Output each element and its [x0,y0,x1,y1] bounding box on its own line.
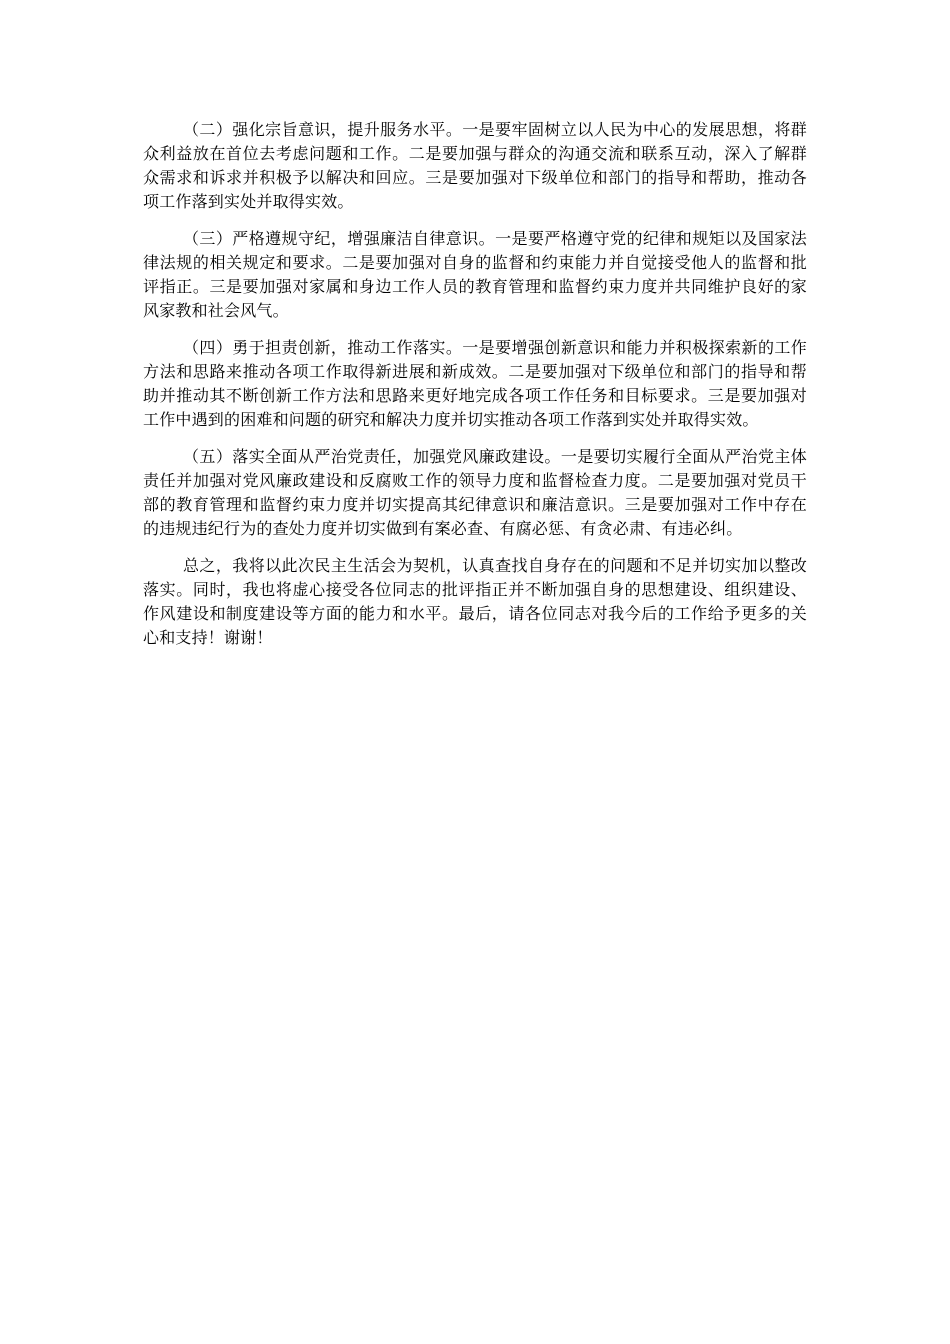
paragraph-5-party-governance: （五）落实全面从严治党责任，加强党风廉政建设。一是要切实履行全面从严治党主体责任并加强对党风廉政建设和反腐败工作的领导力度和监督检查力度。二是要加强对党员干部的教育管理和监督约束力度并切实提高其纪律意识和廉洁意识。三是要加强对工作中存在的违规违纪行为的查处力度并切实做到有案必查、有腐必惩、有贪必肃、有违必纠。 [143,447,807,538]
document-page [143,118,807,663]
paragraph-conclusion: 总之，我将以此次民主生活会为契机，认真查找自身存在的问题和不足并切实加以整改落实。同时，我也将虚心接受各位同志的批评指正并不断加强自身的思想建设、组织建设、作风建设和制度建设等方面的能力和水平。最后，请各位同志对我今后的工作给予更多的关心和支持！谢谢！ [143,556,807,647]
paragraph-3-discipline: （三）严格遵规守纪，增强廉洁自律意识。一是要严格遵守党的纪律和规矩以及国家法律法规的相关规定和要求。二是要加强对自身的监督和约束能力并自觉接受他人的监督和批评指正。三是要加强对家属和身边工作人员的教育管理和监督约束力度并共同维护良好的家风家教和社会风气。 [143,229,807,320]
paragraph-4-innovation: （四）勇于担责创新，推动工作落实。一是要增强创新意识和能力并积极探索新的工作方法和思路来推动各项工作取得新进展和新成效。二是要加强对下级单位和部门的指导和帮助并推动其不断创新工作方法和思路来更好地完成各项工作任务和目标要求。三是要加强对工作中遇到的困难和问题的研究和解决力度并切实推动各项工作落到实处并取得实效。 [143,338,807,429]
paragraph-2-service: （二）强化宗旨意识，提升服务水平。一是要牢固树立以人民为中心的发展思想，将群众利益放在首位去考虑问题和工作。二是要加强与群众的沟通交流和联系互动，深入了解群众需求和诉求并积极予以解决和回应。三是要加强对下级单位和部门的指导和帮助，推动各项工作落到实处并取得实效。 [143,120,807,211]
